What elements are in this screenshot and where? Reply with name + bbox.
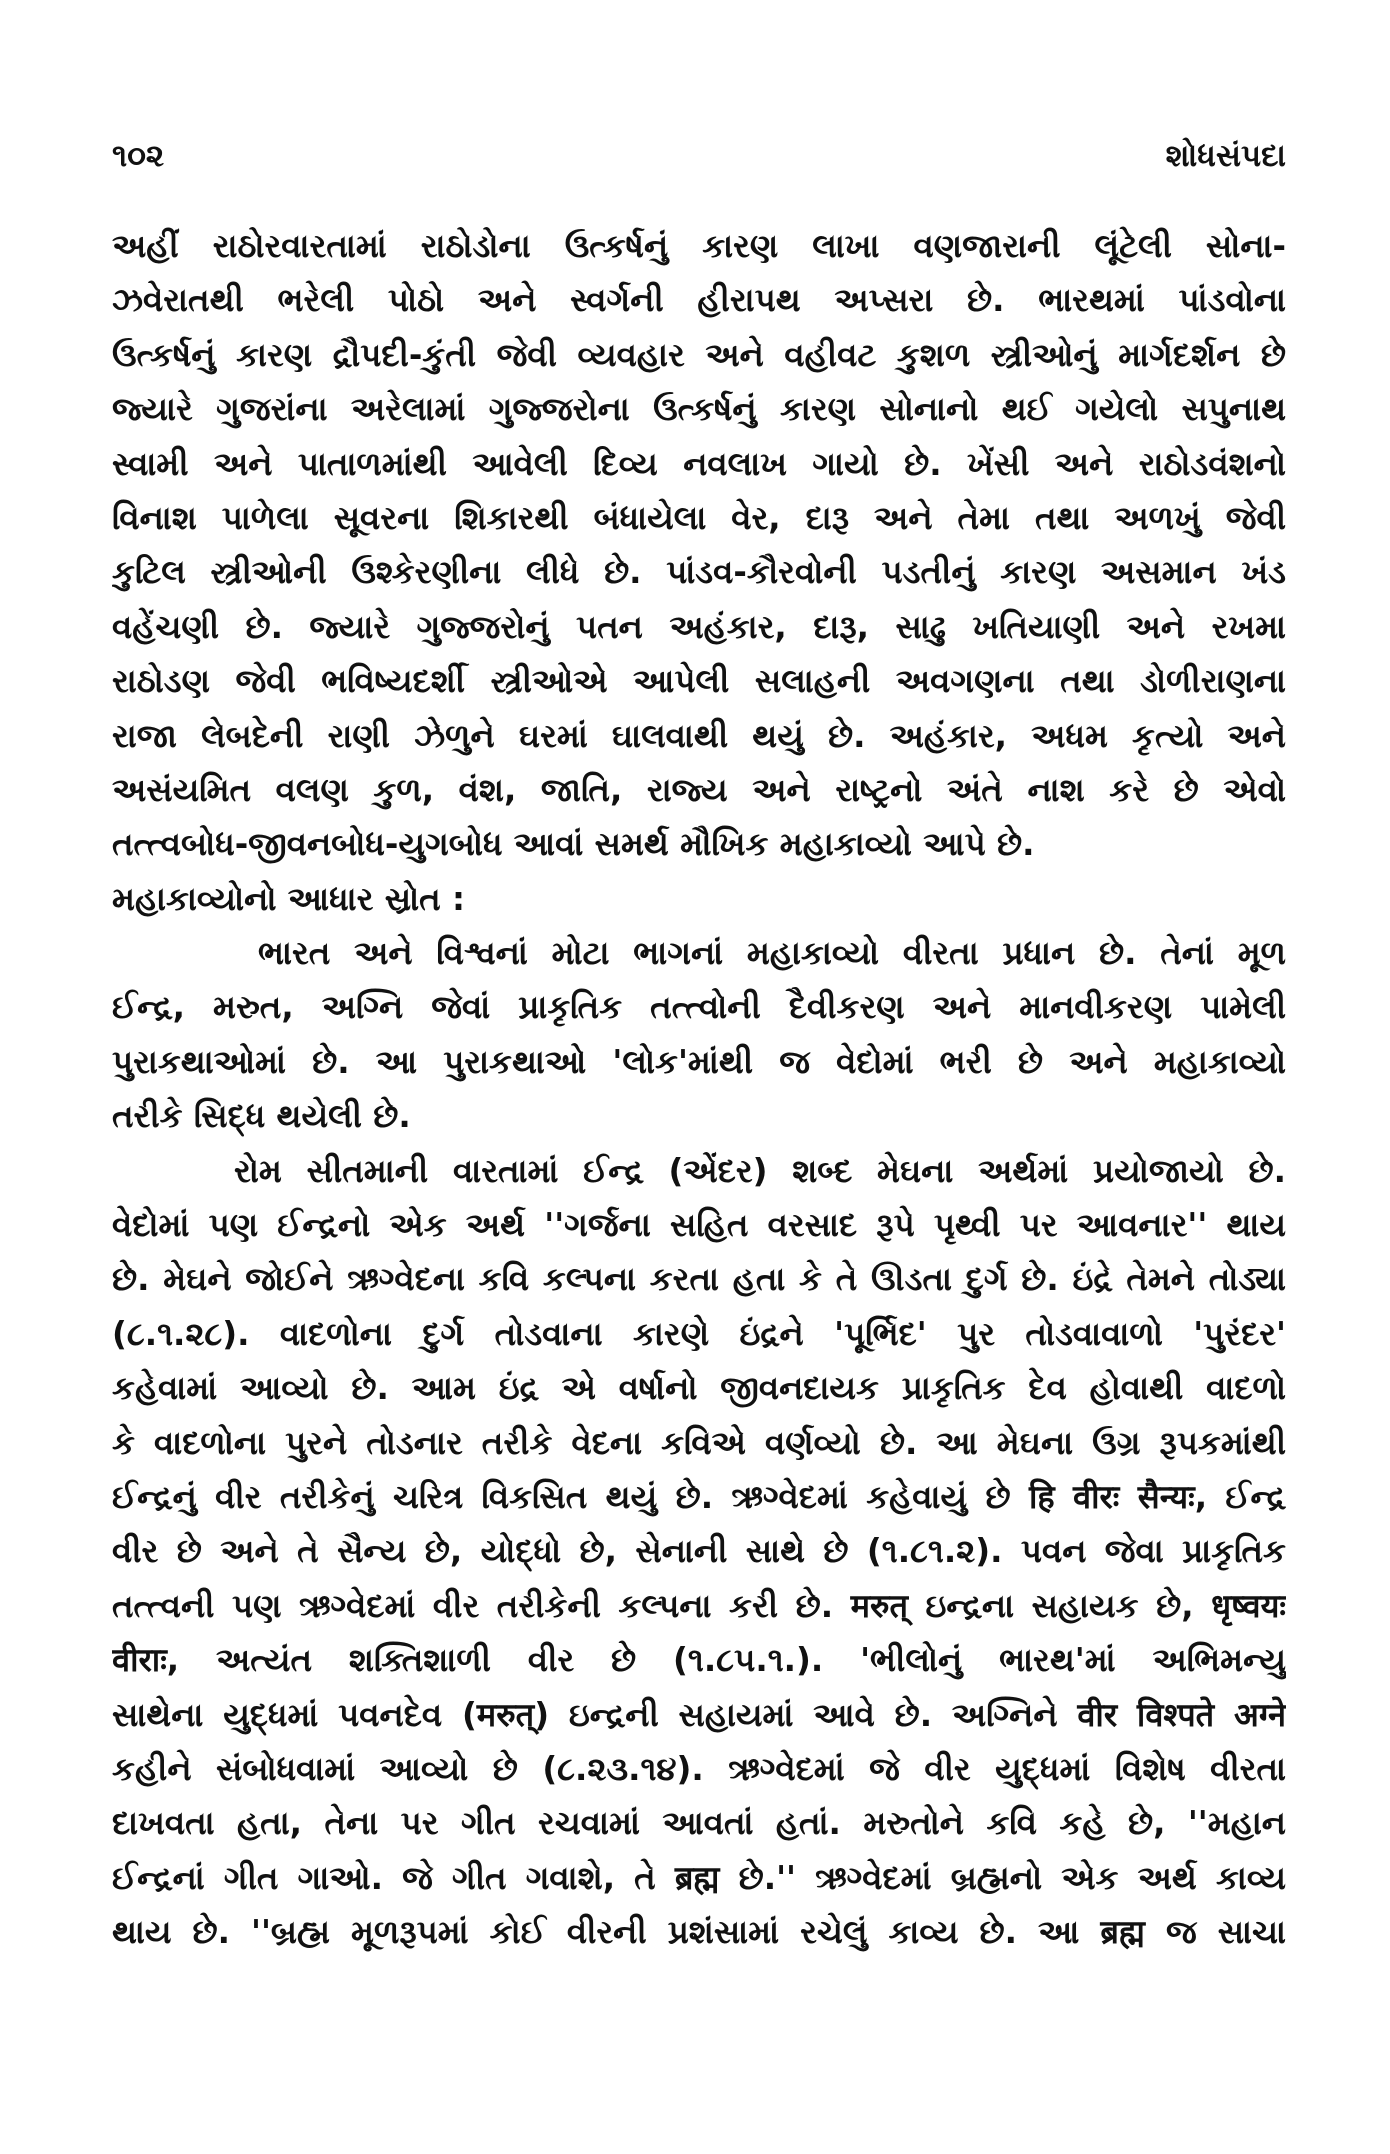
text-line: સાથેના યુદ્ધમાં પવનદેવ (मरुत्) ઇન્દ્રની સહાયમાં આવે છે. અગ્નિને वीर विश्पते अग्ने [112, 1695, 1286, 1734]
paragraph-2 [112, 926, 1286, 1144]
text-line: તત્ત્વબોધ-જીવનબોધ-યુગબોધ આવાં સમર્થ મૌખિક મહાકાવ્યો આપે છે. [112, 825, 1035, 864]
section-heading: મહાકાવ્યોનો આધાર સ્રોત : [112, 879, 466, 918]
text-line: ઈન્દ્રનાં ગીત ગાઓ. જે ગીત ગવાશે, તે ब्रह्म છે.'' ઋગ્વેદમાં બ્રહ્મનો એક અર્થ કાવ્ય [112, 1858, 1286, 1897]
page-number: ૧૦૨ [112, 138, 165, 174]
text-line: રાજા લેબદેની રાણી ઝેળુને ઘરમાં ઘાલવાથી થયું છે. અહંકાર, અધમ કૃત્યો અને [112, 716, 1286, 755]
text-line: ઈન્દ્રનું વીર તરીકેનું ચરિત્ર વિકસિત થયું છે. ઋગ્વેદમાં કહેવાયું છે हि वीरः सैन्यः, ઈન્દ્ર [112, 1477, 1286, 1516]
text-line: રોમ સીતમાની વારતામાં ઈન્દ્ર (એંદર) શબ્દ મેઘના અર્થમાં પ્રયોજાયો છે. [234, 1151, 1286, 1190]
text-line: કે વાદળોના પુરને તોડનાર તરીકે વેદના કવિએ વર્ણવ્યો છે. આ મેઘના ઉગ્ર રૂપકમાંથી [112, 1423, 1286, 1462]
text-line: રાઠોડણ જેવી ભવિષ્યદર્શી સ્ત્રીઓએ આપેલી સલાહની અવગણના તથા ડોળીરાણના [112, 662, 1286, 701]
text-line: કુટિલ સ્ત્રીઓની ઉશ્કેરણીના લીધે છે. પાંડવ-કૌરવોની પડતીનું કારણ અસમાન ખંડ [112, 553, 1286, 592]
text-line: અહીં રાઠોરવારતામાં રાઠોડોના ઉત્કર્ષનું કારણ લાખા વણજારાની લૂંટેલી સોના- [112, 227, 1286, 265]
text-line: જ્યારે ગુજરાંના અરેલામાં ગુજ્જરોના ઉત્કર્ષનું કારણ સોનાનો થઈ ગયેલો સપુનાથ [112, 390, 1286, 429]
running-title: શોધસંપદા [1165, 138, 1286, 174]
page-header [112, 138, 1286, 175]
text-line: વિનાશ પાળેલા સૂવરના શિકારથી બંધાયેલા વેર, દારૂ અને તેમા તથા અળખું જેવી [112, 498, 1286, 537]
text-line: કહેવામાં આવ્યો છે. આમ ઇંદ્ર એ વર્ષાનો જીવનદાયક પ્રાકૃતિક દેવ હોવાથી વાદળો [112, 1369, 1286, 1408]
text-line: સ્વામી અને પાતાળમાંથી આવેલી દિવ્ય નવલાખ ગાયો છે. ખેંસી અને રાઠોડવંશનો [112, 444, 1286, 483]
text-line: ઝવેરાતથી ભરેલી પોઠો અને સ્વર્ગની હીરાપથ અપ્સરા છે. ભારથમાં પાંડવોના [112, 281, 1286, 320]
paragraph-1 [112, 219, 1286, 872]
text-line: છે. મેઘને જોઈને ઋગ્વેદના કવિ કલ્પના કરતા હતા કે તે ઊડતા દુર્ગ છે. ઇંદ્રે તેમને તોડ્યા [112, 1260, 1286, 1299]
text-line: વીર છે અને તે સૈન્ય છે, યોદ્ધો છે, સેનાની સાથે છે (૧.૮૧.૨). પવન જેવા પ્રાકૃતિક [112, 1532, 1286, 1571]
text-line: ભારત અને વિશ્વનાં મોટા ભાગનાં મહાકાવ્યો વીરતા પ્રધાન છે. તેનાં મૂળ [258, 934, 1286, 973]
text-line: તત્ત્વની પણ ઋગ્વેદમાં વીર તરીકેની કલ્પના કરી છે. मरुत् ઇન્દ્રના સહાયક છે, धृष्वयः [112, 1586, 1286, 1625]
text-line: ઉત્કર્ષનું કારણ દ્રૌપદી-કુંતી જેવી વ્યવહાર અને વહીવટ કુશળ સ્ત્રીઓનું માર્ગદર્શન છે [112, 335, 1286, 374]
paragraph-3 [112, 1144, 1286, 1960]
text-line: वीराः, અત્યંત શક્તિશાળી વીર છે (૧.૮૫.૧.). 'ભીલોનું ભારથ'માં અભિમન્યુ [112, 1641, 1286, 1680]
text-line: તરીકે સિદ્ધ થયેલી છે. [112, 1097, 411, 1136]
text-line: વેદોમાં પણ ઈન્દ્રનો એક અર્થ ''ગર્જના સહિત વરસાદ રૂપે પૃથ્વી પર આવનાર'' થાય [112, 1206, 1286, 1245]
text-line: કહીને સંબોધવામાં આવ્યો છે (૮.૨૩.૧૪). ઋગ્વેદમાં જે વીર યુદ્ધમાં વિશેષ વીરતા [112, 1749, 1286, 1788]
text-line: પુરાકથાઓમાં છે. આ પુરાકથાઓ 'લોક'માંથી જ વેદોમાં ભરી છે અને મહાકાવ્યો [112, 1042, 1286, 1081]
text-line: થાય છે. ''બ્રહ્મ મૂળરૂપમાં કોઈ વીરની પ્રશંસામાં રચેલું કાવ્ય છે. આ ब्रह्म જ સાચા [112, 1913, 1286, 1952]
text-line: ઈન્દ્ર, મરુત, અગ્નિ જેવાં પ્રાકૃતિક તત્ત્વોની દૈવીકરણ અને માનવીકરણ પામેલી [112, 988, 1286, 1027]
text-line: દાખવતા હતા, તેના પર ગીત રચવામાં આવતાં હતાં. મરુતોને કવિ કહે છે, ''મહાન [112, 1804, 1286, 1843]
text-line: અસંયમિત વલણ કુળ, વંશ, જાતિ, રાજ્ય અને રાષ્ટ્રનો અંતે નાશ કરે છે એવો [112, 770, 1286, 809]
text-line: (૮.૧.૨૮). વાદળોના દુર્ગ તોડવાના કારણે ઇંદ્રને 'પૂર્ભિદ' પુર તોડવાવાળો 'પુરંદર' [112, 1314, 1286, 1353]
text-line: વહેંચણી છે. જ્યારે ગુજ્જરોનું પતન અહંકાર, દારૂ, સાઢુ ખતિયાણી અને રખમા [112, 607, 1286, 646]
